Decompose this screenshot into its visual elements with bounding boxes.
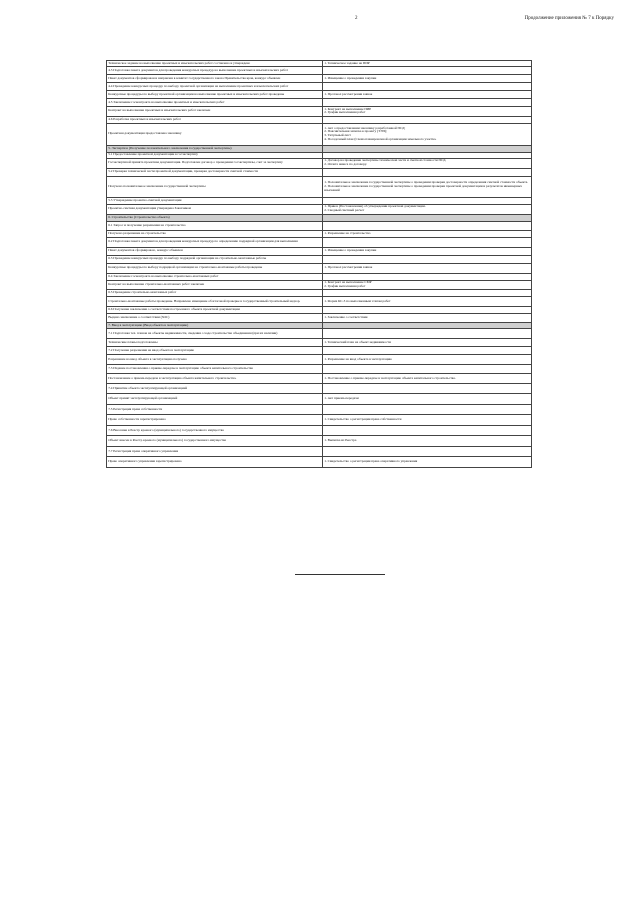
stage-cell: Проектно-сметная документация утверждена Заказчиком xyxy=(107,204,323,214)
document-cell: 1. Технический план на объект недвижимости xyxy=(323,339,532,347)
stage-cell: 7. Ввод в эксплуатацию (Ввод объекта в эксплуатацию) xyxy=(107,323,323,329)
table-row xyxy=(107,263,532,273)
table-row xyxy=(107,405,532,415)
document-cell xyxy=(323,347,532,355)
document-cell: 1. Извещение о проведении закупки xyxy=(323,75,532,83)
stage-cell: Технические планы подготовлены xyxy=(107,339,323,347)
table-row xyxy=(107,355,532,365)
table-row xyxy=(107,329,532,339)
table-row xyxy=(107,123,532,145)
stage-cell: 7.2 Получение разрешения на ввод объекта в эксплуатацию xyxy=(107,347,323,355)
stages-table xyxy=(106,60,532,468)
table-row xyxy=(107,91,532,99)
stage-cell: Пакет документов сформирован , конкурс объявлен xyxy=(107,247,323,255)
document-cell: 1. Разрешение на ввод объекта в эксплуатацию xyxy=(323,355,532,365)
stage-cell: 6.5 Проведение строительно-монтажных работ xyxy=(107,290,323,297)
table-row xyxy=(107,290,532,297)
table-row xyxy=(107,204,532,214)
stage-cell: 5.1 Предоставление проектной документации в госэкспертизу xyxy=(107,152,323,158)
page-number: 2 xyxy=(355,16,358,21)
document-cell xyxy=(323,99,532,107)
running-header: Продолжение приложения № 7 к Порядку xyxy=(524,16,614,21)
stage-cell: 5.3 Утверждение проектно-сметной документации xyxy=(107,197,323,204)
section-row xyxy=(107,214,532,221)
stage-cell: Выдано заключение о соответствии (ЗОС) xyxy=(107,314,323,323)
table-row xyxy=(107,99,532,107)
table-row xyxy=(107,447,532,457)
document-cell xyxy=(323,255,532,263)
document-cell: 1. Контракт на выполнение СМР 2. График выполнения работ xyxy=(323,280,532,290)
document-cell xyxy=(323,214,532,221)
table-row xyxy=(107,255,532,263)
table-row xyxy=(107,314,532,323)
table-row xyxy=(107,176,532,197)
section-row xyxy=(107,145,532,152)
stage-cell: Постановление о приеме-передаче в эксплуатацию объекта капитального строительства. xyxy=(107,374,323,384)
document-cell xyxy=(323,145,532,152)
document-cell: 1. Постановление о приеме-передаче в эксплуатацию объекта капитального строительства. xyxy=(323,374,532,384)
table-row xyxy=(107,347,532,355)
stage-cell: 7.5 Регистрация права собственности xyxy=(107,405,323,415)
table-row xyxy=(107,75,532,83)
document-cell xyxy=(323,83,532,91)
stage-cell: Техническое задание на выполнение проектных и изыскательских работ составлено и утверждено xyxy=(107,61,323,67)
document-cell: 1. Акт о предоставлении заказчику разработанной ПСД; 2. Пояснительная записка к проекту (ТЭП); 3. Титульный лист 4. Посадочный план (Схема планировочной организации земельного участка. xyxy=(323,123,532,145)
table-row xyxy=(107,107,532,117)
stage-cell: 4.6 Разработка проектных и изыскательских работ xyxy=(107,116,323,123)
stage-cell: 6.3 Проведение конкурсных процедур по выбору подрядной организации на строительно-монтажные работы xyxy=(107,255,323,263)
stage-cell: Контракт на выполнение строительно-монтажных работ заключен xyxy=(107,280,323,290)
table-row xyxy=(107,230,532,237)
table-row xyxy=(107,339,532,347)
document-cell xyxy=(323,290,532,297)
table-row xyxy=(107,221,532,230)
table-row xyxy=(107,168,532,176)
document-cell: 1. Приказ (Постановление) об утверждении проектной документации. 2. Сводный сметный расчет xyxy=(323,204,532,214)
document-cell xyxy=(323,237,532,247)
table-row xyxy=(107,374,532,384)
document-cell xyxy=(323,365,532,374)
document-cell: 1. Извещение о проведении закупки xyxy=(323,247,532,255)
document-cell: 1. Техническое задание на ПИР xyxy=(323,61,532,67)
document-cell: 1. Контракт на выполнение ПИР 2. График выполнения работ xyxy=(323,107,532,117)
stage-cell: 7.6 Внесение в Реестр краевого (муниципального) государственного имущества xyxy=(107,426,323,436)
stage-cell: 4.3 Подготовка пакета документов для проведения конкурсных процедур на выполнение проектных и изыскательских работ xyxy=(107,67,323,75)
table-row xyxy=(107,457,532,468)
document-cell xyxy=(323,221,532,230)
document-cell: 1. Форма КС-3 по выполненным этапам работ xyxy=(323,297,532,307)
stage-cell: Конкурсные процедуры по выбору подрядной организации на строительно-монтажные работы проведены xyxy=(107,263,323,273)
stage-cell: 7.4 Принятие объекта эксплуатирующей организацией xyxy=(107,384,323,394)
table-row xyxy=(107,436,532,447)
document-cell xyxy=(323,168,532,176)
document-cell: 1. Свидетельство о регистрации права оперативного управления xyxy=(323,457,532,468)
document-cell: 1. Акт приема-передачи xyxy=(323,394,532,405)
stage-cell: Разрешение на ввод объекта в эксплуатацию получено xyxy=(107,355,323,365)
table-row xyxy=(107,158,532,168)
document-cell xyxy=(323,447,532,457)
stage-cell: Получено разрешение на строительство xyxy=(107,230,323,237)
document-cell: 1. Свидетельство о регистрации права собственности xyxy=(323,415,532,426)
table-row xyxy=(107,247,532,255)
document-cell xyxy=(323,307,532,314)
stage-cell: Пакет документов сформирован и направлен в комитет государственного заказа Правительства края, конкурс объявлен xyxy=(107,75,323,83)
stage-cell: Конкурсные процедуры по выбору проектной организации на выполнение проектных и изыскательских работ проведены xyxy=(107,91,323,99)
table-row xyxy=(107,116,532,123)
document-cell: 1. Протокол рассмотрения заявок xyxy=(323,263,532,273)
table-row xyxy=(107,297,532,307)
stage-cell: Объект внесен в Реестр краевого (муниципального) государственного имущества xyxy=(107,436,323,447)
stage-cell: 7.7 Регистрация права оперативного управления xyxy=(107,447,323,457)
document-cell xyxy=(323,273,532,280)
stage-cell: Контракт на выполнение проектных и изыскательских работ заключен xyxy=(107,107,323,117)
stage-cell: Право собственности зарегистрировано xyxy=(107,415,323,426)
document-cell xyxy=(323,405,532,415)
table-row xyxy=(107,415,532,426)
stage-cell: 6.1 Запрос и получение разрешения на строительство xyxy=(107,221,323,230)
stage-cell: 7.1 Подготовка тех. планов на объекты недвижимости, сведения о ходе строительства объединения (при их наличии) xyxy=(107,329,323,339)
table-row xyxy=(107,273,532,280)
document-cell: 1. Договор на проведение экспертизы технической части и сметной стоимости ПСД. 2. Оплата аванса по договору. xyxy=(323,158,532,168)
table-row xyxy=(107,394,532,405)
document-cell xyxy=(323,329,532,339)
document-cell: 1. Протокол рассмотрения заявок xyxy=(323,91,532,99)
stage-cell: Строительно-монтажные работы проведены. Направлено извещение об итоговой проверке в государственный строительный надзор. xyxy=(107,297,323,307)
table-row xyxy=(107,67,532,75)
stage-cell: Получено положительное заключение государственной экспертизы xyxy=(107,176,323,197)
table-row xyxy=(107,197,532,204)
document-cell xyxy=(323,67,532,75)
stage-cell: Госэкспертизой принята проектная документация. Подготовлен договор о проведении госэкспертизы, счет за экспертизу xyxy=(107,158,323,168)
stage-cell: 4.4 Проведение конкурсных процедур по выбору проектной организации на выполнение проектных и изыскательских работ xyxy=(107,83,323,91)
table-row xyxy=(107,384,532,394)
document-cell xyxy=(323,384,532,394)
stage-cell: 6.6 Получение заключения о соответствии построенного объекта проектной документации xyxy=(107,307,323,314)
table-row xyxy=(107,237,532,247)
document-cell xyxy=(323,197,532,204)
stage-cell: 6.2 Подготовка пакета документов для проведения конкурсных процедур по определению подрядной организации для выполнения xyxy=(107,237,323,247)
stage-cell: Право оперативного управления зарегистрировано xyxy=(107,457,323,468)
table-row xyxy=(107,365,532,374)
stage-cell: Объект принят эксплуатирующей организацией xyxy=(107,394,323,405)
stage-cell: 7.3 Издание постановления о приеме-передаче в эксплуатацию объекта капитального строительства xyxy=(107,365,323,374)
stage-cell: 5.2 Проверка технической части проектной документации, проверка достоверности сметной стоимости xyxy=(107,168,323,176)
table-row xyxy=(107,307,532,314)
closing-line xyxy=(295,574,385,575)
stage-cell: 6. Строительство (Строительство объекта) xyxy=(107,214,323,221)
stage-cell: Проектная документация предоставлена заказчику xyxy=(107,123,323,145)
stage-cell: 6.4 Заключение госконтракта на выполнение строительно-монтажных работ xyxy=(107,273,323,280)
table-row xyxy=(107,83,532,91)
document-cell xyxy=(323,426,532,436)
stage-cell: 5. Экспертиза (Получение положительного заключения государственной экспертизы) xyxy=(107,145,323,152)
document-cell: 1. Заключение о соответствии xyxy=(323,314,532,323)
document-cell: 1. Положительное заключение государственной экспертизы о проведении проверки достоверности определения сметной стоимости объекта. 2. Положительное заключение государственной экспертизы о проведении проверки проектной документации и результатов инженерных изысканий xyxy=(323,176,532,197)
document-cell: 1. Разрешение на строительство xyxy=(323,230,532,237)
stage-cell: 4.5 Заключение госконтракта на выполнение проектных и изыскательских работ xyxy=(107,99,323,107)
document-cell: 1. Выписка из Реестра xyxy=(323,436,532,447)
document-cell xyxy=(323,116,532,123)
table-row xyxy=(107,280,532,290)
table-row xyxy=(107,426,532,436)
